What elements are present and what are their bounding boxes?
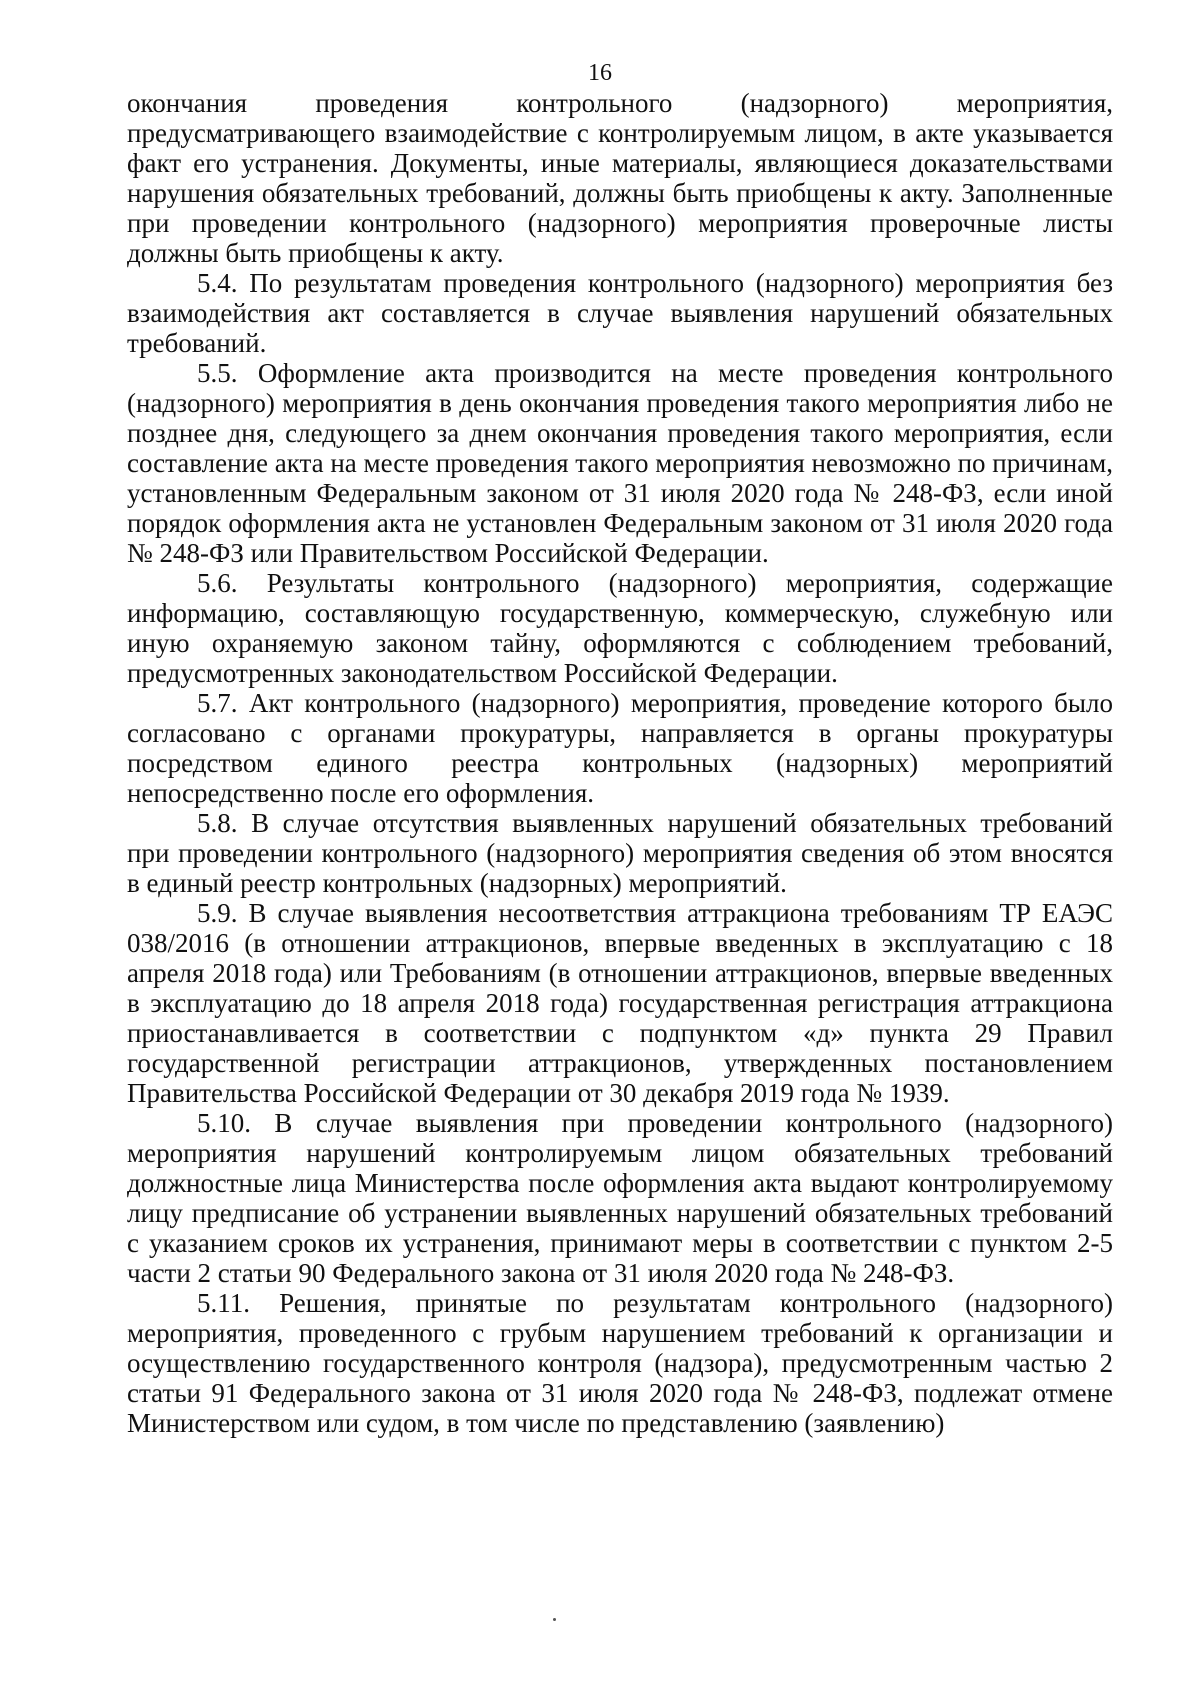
paragraph-5-7: 5.7. Акт контрольного (надзорного) мероприятия, проведение которого было согласовано с органами прокуратуры, направляется в органы прокуратуры посредством единого реестра контрольных (надзорных) мероприятий непосредственно после его оформления.	[127, 688, 1113, 808]
document-body	[127, 88, 1113, 1438]
page-number: 16	[588, 60, 612, 86]
paragraph-5-4: 5.4. По результатам проведения контрольного (надзорного) мероприятия без взаимодействия акт составляется в случае выявления нарушений обязательных требований.	[127, 268, 1113, 358]
paragraph-5-5: 5.5. Оформление акта производится на месте проведения контрольного (надзорного) мероприятия в день окончания проведения такого мероприятия либо не позднее дня, следующего за днем окончания проведения такого мероприятия, если составление акта на месте проведения такого мероприятия невозможно по причинам, установленным Федеральным законом от 31 июля 2020 года № 248-ФЗ, если иной порядок оформления акта не установлен Федеральным законом от 31 июля 2020 года № 248-ФЗ или Правительством Российской Федерации.	[127, 358, 1114, 568]
paragraph-5-9: 5.9. В случае выявления несоответствия аттракциона требованиям ТР ЕАЭС 038/2016 (в отношении аттракционов, впервые введенных в эксплуатацию с 18 апреля 2018 года) или Требованиям (в отношении аттракционов, впервые введенных в эксплуатацию до 18 апреля 2018 года) государственная регистрация аттракциона приостанавливается в соответствии с подпунктом «д» пункта 29 Правил государственной регистрации аттракционов, утвержденных постановлением Правительства Российской Федерации от 30 декабря 2019 года № 1939.	[127, 898, 1113, 1108]
paragraph-5-11: 5.11. Решения, принятые по результатам контрольного (надзорного) мероприятия, проведенного с грубым нарушением требований к организации и осуществлению государственного контроля (надзора), предусмотренным частью 2 статьи 91 Федерального закона от 31 июля 2020 года № 248-ФЗ, подлежат отмене Министерством или судом, в том числе по представлению (заявлению)	[127, 1288, 1113, 1438]
paragraph-5-6: 5.6. Результаты контрольного (надзорного) мероприятия, содержащие информацию, составляющую государственную, коммерческую, служебную или иную охраняемую законом тайну, оформляются с соблюдением требований, предусмотренных законодательством Российской Федерации.	[127, 568, 1113, 688]
paragraph-5-8: 5.8. В случае отсутствия выявленных нарушений обязательных требований при проведении контрольного (надзорного) мероприятия сведения об этом вносятся в единый реестр контрольных (надзорных) мероприятий.	[127, 808, 1113, 898]
scan-speck	[553, 1618, 556, 1621]
paragraph-5-10: 5.10. В случае выявления при проведении контрольного (надзорного) мероприятия нарушений контролируемым лицом обязательных требований должностные лица Министерства после оформления акта выдают контролируемому лицу предписание об устранении выявленных нарушений обязательных требований с указанием сроков их устранения, принимают меры в соответствии с пунктом 2-5 части 2 статьи 90 Федерального закона от 31 июля 2020 года № 248-ФЗ.	[127, 1108, 1113, 1288]
paragraph-continuation: окончания проведения контрольного (надзорного) мероприятия, предусматривающего взаимодействие с контролируемым лицом, в акте указывается факт его устранения. Документы, иные материалы, являющиеся доказательствами нарушения обязательных требований, должны быть приобщены к акту. Заполненные при проведении контрольного (надзорного) мероприятия проверочные листы должны быть приобщены к акту.	[127, 88, 1113, 268]
